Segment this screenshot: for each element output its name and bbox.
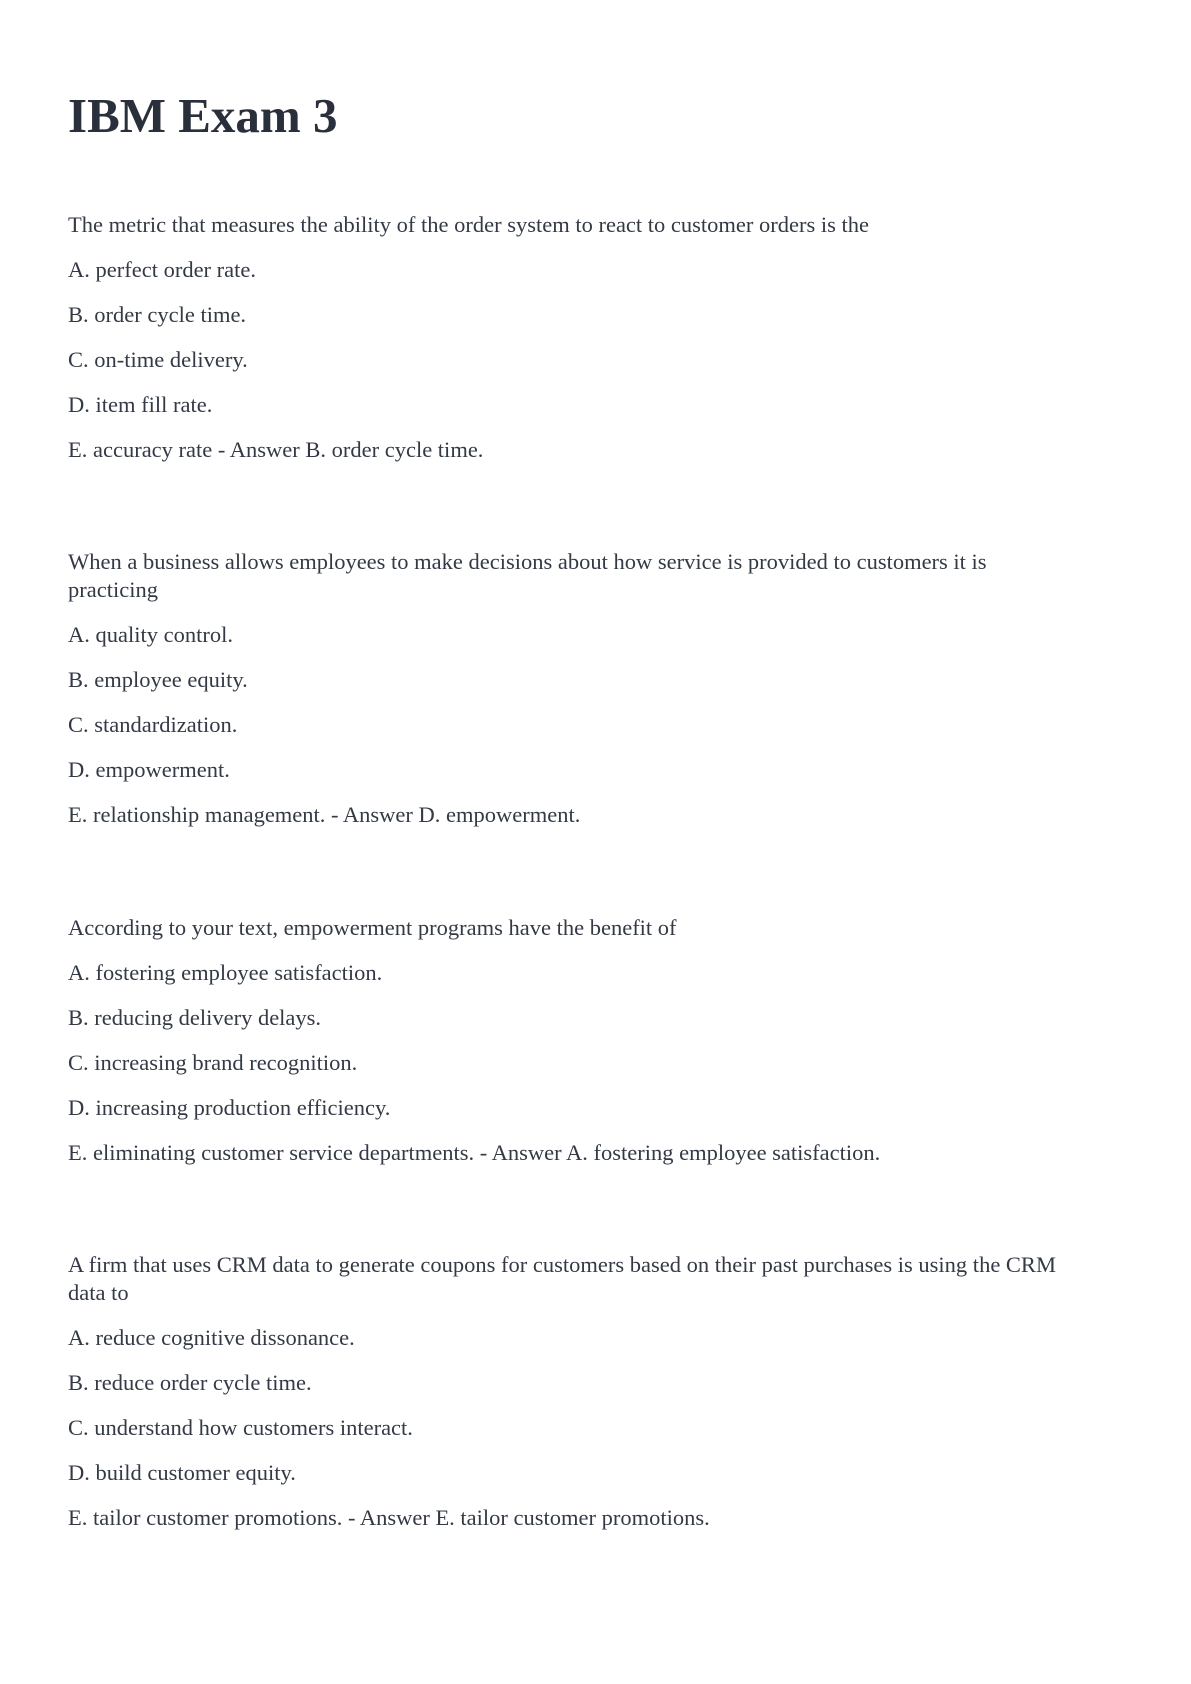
answer-option-d: D. item fill rate. (68, 392, 213, 417)
document-title: IBM Exam 3 (68, 88, 338, 143)
answer-option-a: A. reduce cognitive dissonance. (68, 1325, 355, 1350)
question-text: A firm that uses CRM data to generate coupons for customers based on their past purchases is using the CRM data to (68, 1252, 1056, 1305)
answer-option-e: E. relationship management. - Answer D. empowerment. (68, 802, 581, 827)
answer-option-c: C. on-time delivery. (68, 347, 248, 372)
answer-option-a: A. fostering employee satisfaction. (68, 960, 383, 985)
answer-option-c: C. understand how customers interact. (68, 1415, 413, 1440)
question-block-1 (68, 211, 1078, 462)
question-text: When a business allows employees to make decisions about how service is provided to customers it is practicing (68, 549, 987, 602)
answer-option-b: B. employee equity. (68, 667, 248, 692)
question-block-4 (68, 1251, 1078, 1530)
question-block-3 (68, 914, 1078, 1165)
answer-option-a: A. perfect order rate. (68, 257, 257, 282)
answer-option-d: D. empowerment. (68, 757, 230, 782)
answer-option-b: B. reducing delivery delays. (68, 1005, 322, 1030)
answer-option-c: C. increasing brand recognition. (68, 1050, 358, 1075)
answer-option-d: D. increasing production efficiency. (68, 1095, 391, 1120)
answer-option-b: B. order cycle time. (68, 302, 247, 327)
answer-option-b: B. reduce order cycle time. (68, 1370, 312, 1395)
question-block-2 (68, 548, 1078, 827)
question-text: According to your text, empowerment programs have the benefit of (68, 915, 677, 940)
answer-option-e: E. tailor customer promotions. - Answer E. tailor customer promotions. (68, 1505, 710, 1530)
question-text: The metric that measures the ability of the order system to react to customer orders is the (68, 212, 869, 237)
answer-option-c: C. standardization. (68, 712, 238, 737)
answer-option-d: D. build customer equity. (68, 1460, 296, 1485)
answer-option-e: E. accuracy rate - Answer B. order cycle time. (68, 437, 484, 462)
answer-option-a: A. quality control. (68, 622, 233, 647)
answer-option-e: E. eliminating customer service departments. - Answer A. fostering employee satisfaction. (68, 1140, 881, 1165)
